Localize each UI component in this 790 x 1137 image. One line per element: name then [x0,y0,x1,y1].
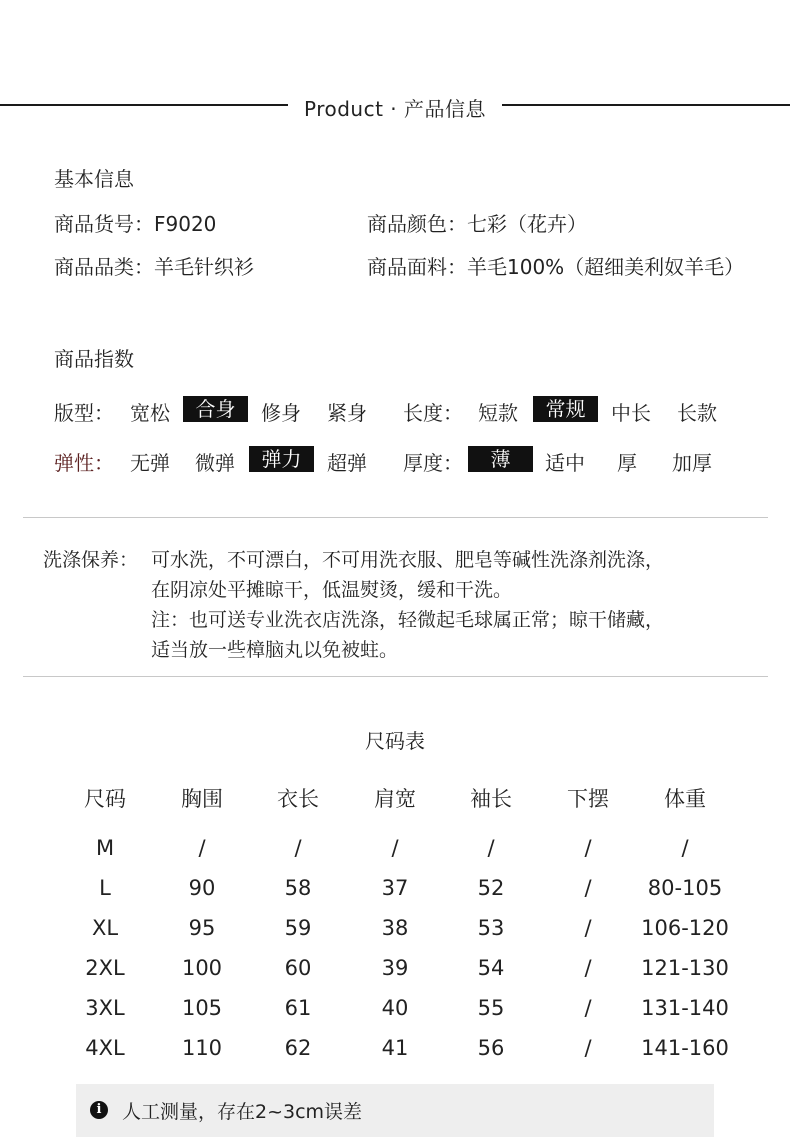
cell-chest: 95 [188,916,216,940]
cell-size: M [95,836,115,860]
cell-length: / [294,836,302,860]
cell-weight: 80-105 [647,876,723,900]
note-text: 人工测量，存在2~3cm误差 [122,1101,363,1123]
cell-shoulder: 39 [381,956,409,980]
care-divider-bottom [23,676,768,677]
elastic-label: 弹性： [54,451,114,475]
header-sleeve: 袖长 [470,787,512,811]
cell-shoulder: 37 [381,876,409,900]
care-line-1: 可水洗，不可漂白，不可用洗衣服、肥皂等碱性洗涤剂洗涤， [151,549,665,571]
length-label: 长度： [403,401,463,425]
cell-sleeve: 56 [477,1036,505,1060]
cell-chest: 110 [181,1036,223,1060]
basic-info-heading: 基本信息 [54,167,134,191]
cell-sleeve: 52 [477,876,505,900]
cell-weight: 121-130 [641,956,729,980]
item-fabric: 商品面料：羊毛100%（超细美利奴羊毛） [367,255,745,279]
header-chest: 胸围 [181,787,223,811]
elastic-option-none: 无弹 [130,451,170,475]
section-title: Product · 产品信息 [303,97,486,121]
care-label: 洗涤保养： [43,549,139,571]
item-color: 商品颜色：七彩（花卉） [367,212,587,236]
elastic-option-super: 超弹 [327,451,367,475]
item-number: 商品货号：F9020 [54,212,217,236]
cell-shoulder: / [391,836,399,860]
cell-weight: / [681,836,689,860]
cell-weight: 131-140 [641,996,729,1020]
thickness-option-extra-thick: 加厚 [672,451,712,475]
care-divider-top [23,517,768,518]
header-hem: 下摆 [567,787,609,811]
header-length: 衣长 [277,787,319,811]
cell-chest: 100 [181,956,223,980]
item-category: 商品品类：羊毛针织衫 [54,255,254,279]
header-weight: 体重 [664,787,706,811]
header-shoulder: 肩宽 [374,787,416,811]
elastic-option-stretch-selected: 弹力 [249,446,314,472]
cell-size: L [99,876,111,900]
cell-sleeve: 53 [477,916,505,940]
header-size: 尺码 [84,787,126,811]
thickness-option-medium: 适中 [545,451,585,475]
thickness-option-thin-selected: 薄 [468,446,533,472]
thickness-option-thick: 厚 [617,451,637,475]
cell-hem: / [584,876,592,900]
cell-shoulder: 41 [381,1036,409,1060]
length-option-short: 短款 [478,401,518,425]
cell-length: 59 [284,916,312,940]
cell-size: 2XL [85,956,125,980]
cell-length: 62 [284,1036,312,1060]
cell-size: 3XL [85,996,125,1020]
header-divider-right [502,104,790,106]
cell-size: XL [91,916,119,940]
cell-hem: / [584,996,592,1020]
length-option-long: 长款 [677,401,717,425]
cell-shoulder: 40 [381,996,409,1020]
info-icon: i [90,1101,108,1119]
cell-length: 60 [284,956,312,980]
cell-sleeve: 54 [477,956,505,980]
care-line-4: 适当放一些樟脑丸以免被蛀。 [151,639,399,661]
cell-hem: / [584,836,592,860]
fit-option-slim: 修身 [261,401,301,425]
fit-option-tight: 紧身 [327,401,367,425]
cell-weight: 106-120 [641,916,729,940]
cell-chest: 90 [188,876,216,900]
cell-chest: 105 [181,996,223,1020]
cell-length: 61 [284,996,312,1020]
care-line-3: 注：也可送专业洗衣店洗涤，轻微起毛球属正常；晾干储藏， [151,609,665,631]
length-option-mid: 中长 [611,401,651,425]
cell-sleeve: 55 [477,996,505,1020]
index-heading: 商品指数 [54,347,134,371]
thickness-label: 厚度： [403,451,463,475]
elastic-option-slight: 微弹 [195,451,235,475]
cell-hem: / [584,956,592,980]
cell-hem: / [584,916,592,940]
fit-option-loose: 宽松 [130,401,170,425]
cell-chest: / [198,836,206,860]
cell-weight: 141-160 [641,1036,729,1060]
length-option-regular-selected: 常规 [533,396,598,422]
cell-size: 4XL [85,1036,125,1060]
measurement-note [76,1084,714,1137]
cell-sleeve: / [487,836,495,860]
fit-option-regular-selected: 合身 [183,396,248,422]
cell-length: 58 [284,876,312,900]
size-table-title: 尺码表 [365,729,425,753]
care-line-2: 在阴凉处平摊晾干，低温熨烫，缓和干洗。 [151,579,513,601]
cell-shoulder: 38 [381,916,409,940]
fit-label: 版型： [54,401,114,425]
cell-hem: / [584,1036,592,1060]
